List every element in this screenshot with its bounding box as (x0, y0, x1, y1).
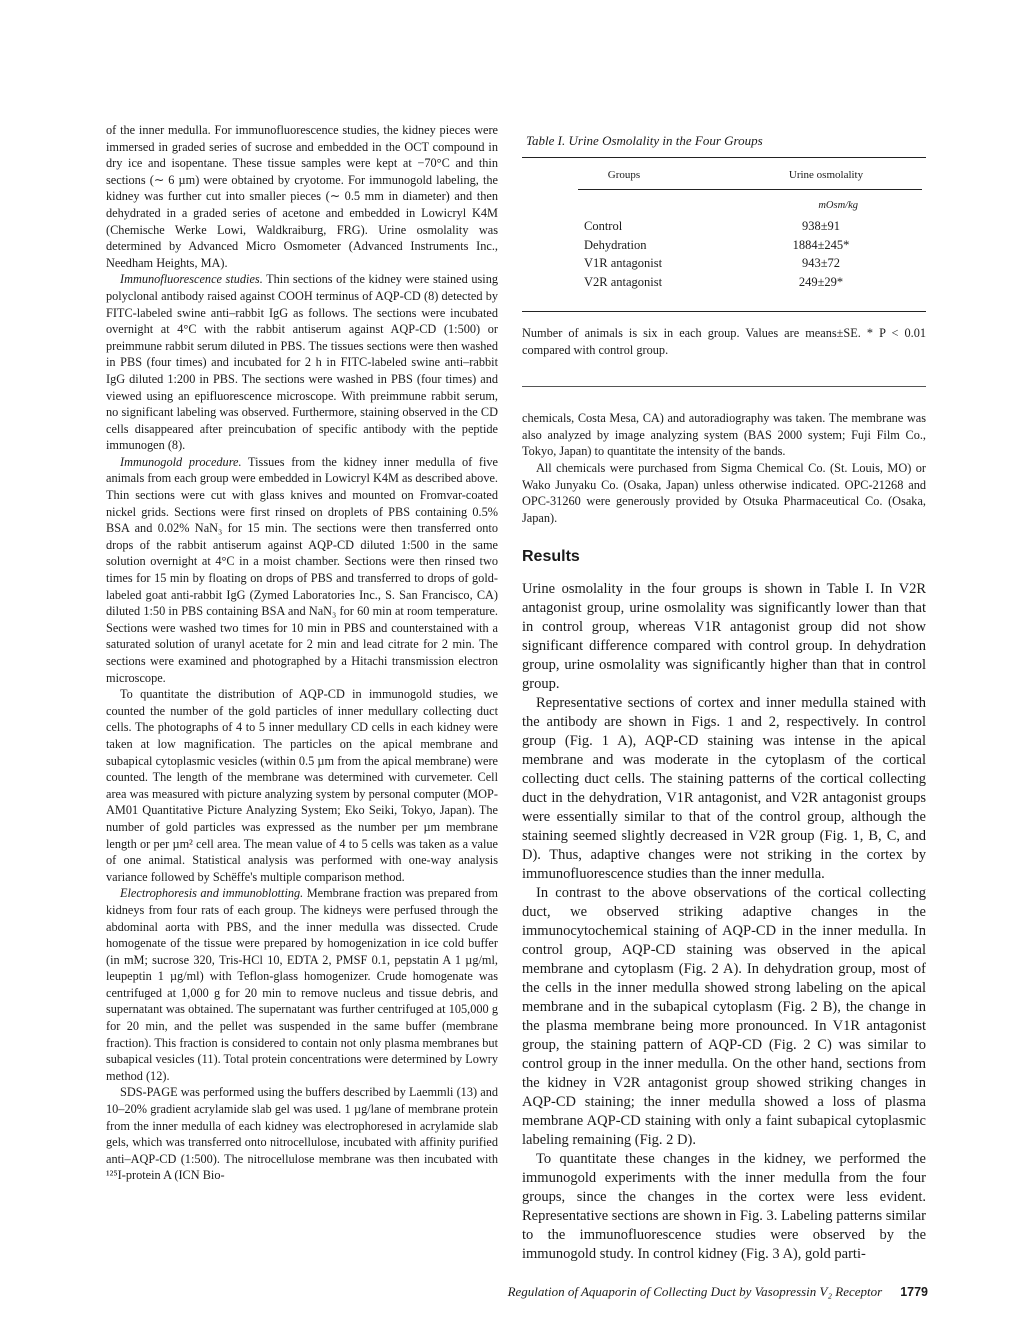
methods-paragraph (106, 454, 498, 686)
results-paragraph: Urine osmolality in the four groups is shown in Table I. In V2R antagonist group, urine osmolality was significantly lower than that in control group, whereas V1R antagonist group did not show significant difference compared with control group. In dehydration group, urine osmolality was significantly higher than that in control group. (522, 581, 926, 693)
run-in-heading: Immunofluorescence studies. (120, 272, 263, 287)
table-cell-value: 943±72 (801, 256, 841, 270)
methods-paragraph: SDS-PAGE was performed using the buffers described by Laemmli (13) and 10–20% gradient acrylamide slab gel was used. 1 µg/lane of membrane protein from the inner medulla of each kidney was electrophoresed in acrylamide slab gels, which was transferred onto nitrocellulose, incubated with affinity purified anti–AQP-CD (1:500). The nitrocellulose membrane was then incubated with ¹²⁵I-protein A (ICN Bio- (106, 1085, 498, 1183)
table-row (522, 254, 926, 273)
table-header-groups: Groups (607, 169, 641, 181)
run-in-heading: Electrophoresis and immunoblotting. (120, 886, 304, 901)
methods-continuation (522, 410, 926, 526)
methods-paragraph (106, 271, 498, 454)
right-column (522, 122, 926, 1264)
table-row (522, 217, 926, 236)
paragraph-text: Membrane fraction was prepared from kidneys from four rats of each group. The kidneys were perfused through the abdominal aorta with PBS, and the inner medulla was dissected. Crude homogenate of the tissue were prepared by homogenization in ice cold buffer (in mM; sucrose 320, Tris-HCl 10, EDTA 2, PMSF 0.1, pepstatin A 1 µg/ml, leupeptin 1 µg/ml) with Teflon-glass homogenizer. Crude homogenate was centrifuged at 1,000 g for 20 min to remove nucleus and tissue debris, and supernatant was obtained. The supernatant was further centrifuged at 105,000 g for 20 min, and the pellet was suspended in the same buffer (membrane fraction). This fraction is considered to contain not only plasma membranes but subapical vesicles (11). Total protein concentrations were determined by Lowry method (12). (106, 886, 498, 1083)
table-cell-value: 1884±245* (792, 237, 850, 252)
table-cell-group: Dehydration (584, 237, 647, 252)
table-cell-value: 249±29* (798, 274, 844, 289)
methods-paragraph: All chemicals were purchased from Sigma Chemical Co. (St. Louis, MO) or Wako Junyaku Co. (Osaka, Japan) unless otherwise indicated. OPC-21268 and OPC-31260 were generously provided by Otsuka Pharmaceutical Co. (Osaka, Japan). (522, 460, 926, 525)
section-heading-results: Results (522, 548, 580, 566)
results-section (522, 580, 926, 1264)
table-row (522, 236, 926, 255)
table-row (522, 273, 926, 292)
table-body (522, 217, 926, 291)
table-rule-mid (578, 189, 922, 190)
table-title: Table I. Urine Osmolality in the Four Groups (526, 133, 763, 148)
page-number: 1779 (900, 1285, 928, 1299)
table-cell-group: V2R antagonist (584, 274, 663, 289)
results-paragraph: To quantitate these changes in the kidney, we performed the immunogold experiments with the inner medulla from the four groups, since the changes in the cortex were less evident. Representative sections are shown in Fig. 3. Labeling patterns similar to the immunofluorescence studies were observed by the immunogold study. In control kidney (Fig. 3 A), gold parti- (522, 1151, 926, 1263)
page-footer (420, 1284, 928, 1300)
table-cell-value: 938±91 (801, 219, 841, 233)
table-footnote: Number of animals is six in each group. Values are means±SE. * P < 0.01 compared with control group. (522, 326, 926, 357)
methods-paragraph: chemicals, Costa Mesa, CA) and autoradiography was taken. The membrane was also analyzed by image analyzing system (BAS 2000 system; Fuji Film Co., Tokyo, Japan) to quantitate the intensity of the bands. (522, 411, 926, 459)
paragraph-text: Tissues from the kidney inner medulla of five animals from each group were embedded in Lowicryl K4M as described above. Thin sections were cut with glass knives and mounted on Fromvar-coated nickel grids. Sections were first rinsed on droplets of PBS containing 0.5% BSA and 0.02% NaN₃ for 15 min. The sections were then transferred onto drops of the rabbit antiserum against AQP-CD diluted 1:500 in the same solution overnight at 4°C in a moist chamber. Sections were then rinsed two times for 15 min by floating on drops of PBS and transferred to drops of gold-labeled goat anti-rabbit IgG (Zymed Laboratories Inc., S. San Francisco, CA) diluted 1:50 in PBS containing BSA and NaN₃ for 60 min at room temperature. Sections were washed two times for 10 min in PBS and counterstained with a saturated solution of uranyl acetate for 2 min and lead citrate for 2 min. The sections were examined and photographed by a Hitachi transmission electron microscope. (106, 454, 498, 685)
table-units: mOsm/kg (818, 200, 858, 211)
methods-paragraph: of the inner medulla. For immunofluorescence studies, the kidney pieces were immersed in graded series of sucrose and embedded in the OCT compound in dry ice and isopentane. These tissue samples were kept at −70°C and thin sections (∼ 6 µm) were obtained by cryotome. For immunogold labeling, the kidney was further cut into smaller pieces (∼ 0.5 mm in diameter) and then dehydrated in a graded series of acetone and embedded in Lowicryl K4M (Chemische Werke Lowi, Waldkraiburg, FRG). Urine osmolality was determined by Advanced Micro Osmometer (Advanced Instruments Inc., Needham Heights, MA). (106, 123, 498, 270)
table-cell-group: Control (584, 219, 623, 233)
methods-paragraph (106, 885, 498, 1084)
results-paragraph: Representative sections of cortex and inner medulla stained with the antibody are shown in Figs. 1 and 2, respectively. In control group (Fig. 1 A), AQP-CD staining was intense in the apical membrane and was moderate in the cytoplasm of the cortical collecting duct cells. The staining patterns of the cortical collecting duct in the dehydration, V1R antagonist, and V2R antagonist groups were essentially similar to that of the control group, although the staining seemed slightly decreased in V2R group (Fig. 1, B, C, and D). Thus, adaptive changes were not striking in the cortex by immunofluorescence studies than the inner medulla. (522, 695, 926, 883)
table-divider (522, 386, 926, 387)
table-header-row (522, 158, 926, 181)
run-in-heading: Immunogold procedure. (120, 454, 242, 469)
table-rule-bottom (522, 311, 926, 312)
left-column (106, 122, 498, 1184)
methods-paragraph: To quantitate the distribution of AQP-CD in immunogold studies, we counted the number of the gold particles of inner medullary collecting duct cells. The photographs of 4 to 5 inner medullary CD cells in each kidney were taken at low magnification. The particles on the apical membrane and subapical cytoplasmic vesicles (within 0.5 µm from the apical membrane) were counted. The length of the membrane was determined with curvemeter. Cell area was measured with picture analyzing system by personal computer (MOP-AM01 Quantitative Picture Analyzing System; Eko Seiki, Tokyo, Japan). The number of gold particles was expressed as the number per µm membrane length or per µm² cell area. The mean value of 4 to 5 cells was taken as a value of one animal. Statistical analysis was performed with one-way analysis variance followed by Schëffe's multiple comparison method. (106, 687, 498, 884)
table-cell-group: V1R antagonist (584, 256, 663, 270)
table-block (522, 132, 926, 358)
paragraph-text: Thin sections of the kidney were stained using polyclonal antibody raised against COOH terminus of AQP-CD (8) detected by FITC-labeled swine anti–rabbit IgG as follows. The sections were incubated overnight at 4°C with the rabbit antiserum against AQP-CD (1:500) or preimmune rabbit serum diluted in PBS. The tissues sections were then washed in PBS (four times) and incubated for 2 h in FITC-labeled swine anti–rabbit IgG diluted 1:200 in PBS. The sections were washed in PBS (four times) and viewed using an epifluorescence microscope. With preimmune rabbit serum, no significant labeling was observed. Furthermore, staining observed in the CD cells disappeared after preincubation of specific antibody with the peptide immunogen (8). (106, 272, 498, 453)
results-paragraph: In contrast to the above observations of the cortical collecting duct, we observed striking adaptive changes in the immunocytochemical staining of AQP-CD in the inner medulla. In control group, AQP-CD staining was observed in the apical membrane and cytoplasm (Fig. 2 A). In dehydration group, most of the cells in the inner medulla showed strong labeling on the apical membrane and in the subapical cytoplasm (Fig. 2 B), the change in the plasma membrane being more pronounced. In V1R antagonist group, the staining pattern of AQP-CD (Fig. 2 C) was similar to control group in the inner medulla. On the other hand, sections from the kidney in V2R antagonist group showed striking changes in AQP-CD staining; the inner medulla showed a loss of plasma membrane AQP-CD staining with only a faint subapical cytoplasmic labeling remaining (Fig. 2 D). (522, 885, 926, 1149)
running-title: Regulation of Aquaporin of Collecting Duct by Vasopressin V₂ Receptor (507, 1284, 883, 1299)
table-header-osmolality: Urine osmolality (788, 169, 864, 181)
